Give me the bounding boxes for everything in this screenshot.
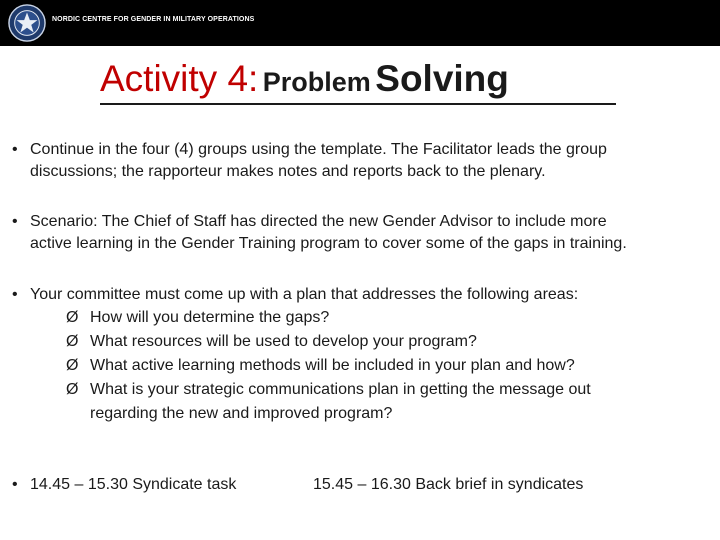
bullet-icon: • [12,213,18,230]
sub-bullet [66,354,575,378]
schedule-syndicate-task: 14.45 – 15.30 Syndicate task [30,476,237,493]
sub-bullet-text: How will you determine the gaps? [90,309,330,326]
schedule-bullet-icon: • [12,476,18,493]
sub-bullet-text: What resources will be used to develop your program? [90,333,477,350]
slide-title [100,60,509,97]
arrow-bullet-icon: Ø [66,357,79,374]
title-problem: Problem [262,67,371,97]
arrow-bullet-icon: Ø [66,309,79,326]
sub-bullet-text: What is your strategic communications plan in getting the message out [90,381,591,398]
title-solving: Solving [375,58,509,99]
title-underline [100,103,616,105]
sub-bullet [66,330,477,354]
arrow-bullet-icon: Ø [66,381,79,398]
emblem-logo [8,4,46,42]
bullet-line: discussions; the rapporteur makes notes and reports back to the plenary. [30,163,546,180]
sub-bullet-text: What active learning methods will be included in your plan and how? [90,357,575,374]
sub-bullet-text: regarding the new and improved program? [90,405,393,422]
sub-bullet-continuation [66,402,392,426]
title-activity: Activity 4: [100,58,259,99]
schedule-back-brief: 15.45 – 16.30 Back brief in syndicates [313,476,584,493]
arrow-bullet-icon: Ø [66,333,79,350]
header-bar [0,0,720,46]
bullet-line: Scenario: The Chief of Staff has directed the new Gender Advisor to include more [30,213,607,230]
bullet-icon: • [12,141,18,158]
organization-name: NORDIC CENTRE FOR GENDER IN MILITARY OPERATIONS [52,16,255,23]
bullet-line: active learning in the Gender Training program to cover some of the gaps in training. [30,235,627,252]
bullet-line: Continue in the four (4) groups using the template. The Facilitator leads the group [30,141,607,158]
sub-bullet [66,378,591,402]
sub-bullet [66,306,329,330]
bullet-line: Your committee must come up with a plan that addresses the following areas: [30,286,579,303]
bullet-icon: • [12,286,18,303]
